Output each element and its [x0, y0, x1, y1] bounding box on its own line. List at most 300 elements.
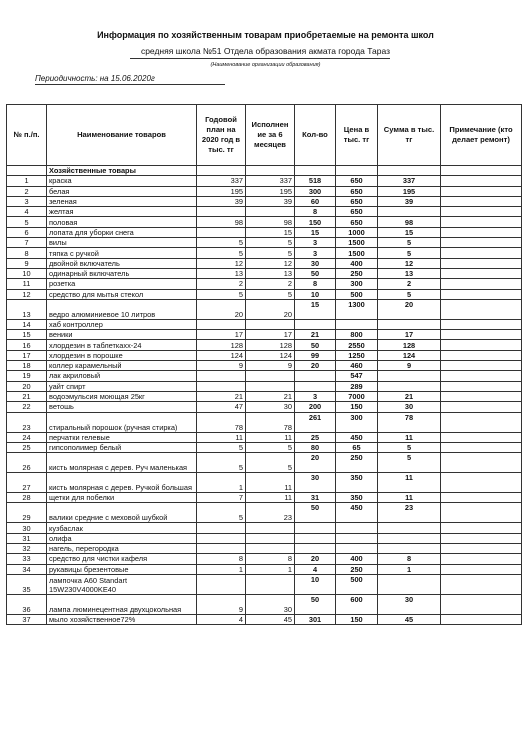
cell-number: 20	[7, 381, 47, 391]
cell-qty: 50	[295, 503, 336, 523]
cell-note	[441, 371, 522, 381]
cell-note	[441, 299, 522, 319]
cell-price: 250	[336, 564, 378, 574]
cell-number: 10	[7, 268, 47, 278]
cell-note	[441, 544, 522, 554]
cell-number: 35	[7, 574, 47, 594]
cell-number: 17	[7, 350, 47, 360]
cell-exec	[246, 574, 295, 594]
cell-exec: 12	[246, 258, 295, 268]
cell-qty: 301	[295, 614, 336, 624]
cell-note	[441, 614, 522, 624]
cell-number: 5	[7, 217, 47, 227]
cell-name: перчатки гелевые	[47, 432, 197, 442]
cell-price: 400	[336, 554, 378, 564]
cell-sum	[378, 207, 441, 217]
table-row	[7, 258, 522, 268]
cell-exec: 21	[246, 391, 295, 401]
cell-note	[441, 340, 522, 350]
cell-qty: 21	[295, 330, 336, 340]
divider	[130, 58, 390, 59]
cell-plan: 128	[197, 340, 246, 350]
cell-note	[441, 207, 522, 217]
col-header-exec: Исполнен ие за 6 месяцев	[246, 105, 295, 166]
cell-exec: 98	[246, 217, 295, 227]
cell-name: щетки для побелки	[47, 493, 197, 503]
col-header-plan: Годовой план на 2020 год в тыс. тг	[197, 105, 246, 166]
cell-sum: 124	[378, 350, 441, 360]
cell-sum: 9	[378, 361, 441, 371]
section-cell-empty	[246, 166, 295, 176]
cell-name: кузбаслак	[47, 523, 197, 533]
cell-plan: 124	[197, 350, 246, 360]
cell-number: 4	[7, 207, 47, 217]
cell-price: 600	[336, 594, 378, 614]
cell-qty	[295, 371, 336, 381]
cell-price: 650	[336, 176, 378, 186]
cell-qty: 261	[295, 412, 336, 432]
cell-note	[441, 402, 522, 412]
cell-qty: 8	[295, 207, 336, 217]
cell-number: 32	[7, 544, 47, 554]
cell-exec: 11	[246, 432, 295, 442]
cell-note	[441, 442, 522, 452]
cell-plan: 5	[197, 238, 246, 248]
cell-sum: 12	[378, 258, 441, 268]
cell-price: 250	[336, 453, 378, 473]
col-header-note: Примечание (кто делает ремонт)	[441, 105, 522, 166]
cell-price: 650	[336, 186, 378, 196]
cell-sum: 98	[378, 217, 441, 227]
col-header-number: № п./п.	[7, 105, 47, 166]
cell-name: средство для мытья стекол	[47, 289, 197, 299]
cell-note	[441, 176, 522, 186]
cell-sum	[378, 574, 441, 594]
cell-qty: 30	[295, 258, 336, 268]
cell-qty	[295, 381, 336, 391]
cell-exec: 8	[246, 554, 295, 564]
cell-exec: 5	[246, 248, 295, 258]
cell-plan: 4	[197, 614, 246, 624]
cell-price: 547	[336, 371, 378, 381]
table-row	[7, 594, 522, 614]
cell-number: 8	[7, 248, 47, 258]
cell-number: 16	[7, 340, 47, 350]
cell-note	[441, 319, 522, 329]
cell-name: ведро алюминиевое 10 литров	[47, 299, 197, 319]
cell-exec: 11	[246, 493, 295, 503]
table-row	[7, 217, 522, 227]
cell-exec	[246, 319, 295, 329]
cell-name: водоэмульсия моющая 25кг	[47, 391, 197, 401]
cell-exec: 337	[246, 176, 295, 186]
cell-note	[441, 330, 522, 340]
cell-plan	[197, 544, 246, 554]
cell-name: розетка	[47, 279, 197, 289]
cell-exec: 30	[246, 594, 295, 614]
cell-qty: 3	[295, 238, 336, 248]
col-header-qty: Кол-во	[295, 105, 336, 166]
cell-note	[441, 493, 522, 503]
table-row	[7, 268, 522, 278]
cell-exec: 1	[246, 564, 295, 574]
cell-note	[441, 453, 522, 473]
cell-qty: 80	[295, 442, 336, 452]
cell-qty: 99	[295, 350, 336, 360]
cell-plan: 47	[197, 402, 246, 412]
cell-note	[441, 594, 522, 614]
table-header-row	[7, 105, 522, 166]
cell-name: вилы	[47, 238, 197, 248]
table-row	[7, 238, 522, 248]
cell-number: 2	[7, 186, 47, 196]
cell-note	[441, 503, 522, 523]
cell-qty: 8	[295, 279, 336, 289]
cell-price: 400	[336, 258, 378, 268]
cell-note	[441, 217, 522, 227]
cell-sum: 5	[378, 248, 441, 258]
cell-plan: 5	[197, 289, 246, 299]
cell-qty	[295, 319, 336, 329]
cell-sum: 11	[378, 432, 441, 442]
cell-plan	[197, 523, 246, 533]
cell-price: 650	[336, 207, 378, 217]
cell-name: тяпка с ручкой	[47, 248, 197, 258]
section-cell-empty	[378, 166, 441, 176]
cell-plan: 78	[197, 412, 246, 432]
cell-name: желтая	[47, 207, 197, 217]
cell-qty	[295, 544, 336, 554]
cell-exec	[246, 544, 295, 554]
cell-plan: 2	[197, 279, 246, 289]
cell-qty: 50	[295, 340, 336, 350]
cell-name: двойной включатель	[47, 258, 197, 268]
table-row	[7, 432, 522, 442]
org-note: (Наименование организации образования)	[210, 62, 321, 68]
table-row	[7, 473, 522, 493]
table-row	[7, 381, 522, 391]
cell-exec: 39	[246, 196, 295, 206]
cell-note	[441, 227, 522, 237]
cell-exec: 30	[246, 402, 295, 412]
cell-sum: 30	[378, 402, 441, 412]
cell-price: 500	[336, 574, 378, 594]
cell-name: веники	[47, 330, 197, 340]
cell-qty: 10	[295, 574, 336, 594]
cell-name: половая	[47, 217, 197, 227]
cell-price: 1250	[336, 350, 378, 360]
cell-plan: 11	[197, 432, 246, 442]
table-row	[7, 371, 522, 381]
cell-qty: 15	[295, 299, 336, 319]
cell-plan: 5	[197, 442, 246, 452]
cell-price: 1500	[336, 248, 378, 258]
cell-qty: 3	[295, 391, 336, 401]
cell-name: уайт спирт	[47, 381, 197, 391]
cell-number: 33	[7, 554, 47, 564]
cell-plan: 195	[197, 186, 246, 196]
cell-price: 1300	[336, 299, 378, 319]
goods-table	[6, 104, 522, 625]
divider	[35, 84, 225, 85]
cell-plan: 17	[197, 330, 246, 340]
section-cell-empty	[197, 166, 246, 176]
cell-exec: 20	[246, 299, 295, 319]
cell-note	[441, 258, 522, 268]
cell-plan: 98	[197, 217, 246, 227]
cell-name: кисть молярная с дерев. Руч маленькая	[47, 453, 197, 473]
cell-qty: 25	[295, 432, 336, 442]
cell-name: нагель, перегородка	[47, 544, 197, 554]
cell-price: 65	[336, 442, 378, 452]
table-row	[7, 554, 522, 564]
cell-number: 14	[7, 319, 47, 329]
section-cell-empty	[295, 166, 336, 176]
cell-price: 150	[336, 402, 378, 412]
table-row	[7, 544, 522, 554]
cell-note	[441, 361, 522, 371]
cell-price	[336, 544, 378, 554]
cell-price: 150	[336, 614, 378, 624]
col-header-price: Цена в тыс. тг	[336, 105, 378, 166]
cell-plan: 13	[197, 268, 246, 278]
cell-plan	[197, 533, 246, 543]
cell-sum: 15	[378, 227, 441, 237]
cell-number: 26	[7, 453, 47, 473]
cell-name: валики средние с меховой шубкой	[47, 503, 197, 523]
table-row	[7, 176, 522, 186]
cell-plan	[197, 574, 246, 594]
period-label: Периодичность: на 15.06.2020г	[35, 74, 155, 83]
cell-plan: 5	[197, 503, 246, 523]
cell-plan: 337	[197, 176, 246, 186]
cell-plan: 5	[197, 453, 246, 473]
cell-number: 25	[7, 442, 47, 452]
cell-number: 18	[7, 361, 47, 371]
cell-sum: 1	[378, 564, 441, 574]
cell-sum: 20	[378, 299, 441, 319]
cell-exec	[246, 207, 295, 217]
cell-note	[441, 186, 522, 196]
cell-qty: 10	[295, 289, 336, 299]
cell-exec: 5	[246, 442, 295, 452]
cell-sum: 21	[378, 391, 441, 401]
table-row	[7, 564, 522, 574]
cell-note	[441, 412, 522, 432]
table-row	[7, 196, 522, 206]
cell-sum: 5	[378, 442, 441, 452]
cell-note	[441, 564, 522, 574]
cell-number: 11	[7, 279, 47, 289]
cell-price	[336, 533, 378, 543]
cell-qty: 31	[295, 493, 336, 503]
cell-sum: 337	[378, 176, 441, 186]
cell-exec	[246, 533, 295, 543]
cell-sum: 30	[378, 594, 441, 614]
table-row	[7, 361, 522, 371]
cell-price: 500	[336, 289, 378, 299]
cell-plan: 39	[197, 196, 246, 206]
table-row	[7, 614, 522, 624]
cell-number: 15	[7, 330, 47, 340]
section-title: Хозяйственные товары	[47, 166, 197, 176]
cell-name: одинарный включатель	[47, 268, 197, 278]
cell-plan	[197, 207, 246, 217]
cell-qty: 20	[295, 453, 336, 473]
cell-name: лак акриловый	[47, 371, 197, 381]
cell-sum: 5	[378, 289, 441, 299]
cell-name: белая	[47, 186, 197, 196]
cell-exec: 2	[246, 279, 295, 289]
cell-price: 289	[336, 381, 378, 391]
cell-note	[441, 391, 522, 401]
cell-name: кисть молярная с дерев. Ручкой большая	[47, 473, 197, 493]
cell-price: 650	[336, 196, 378, 206]
table-row	[7, 402, 522, 412]
cell-name: хлордезин в порошке	[47, 350, 197, 360]
cell-plan	[197, 381, 246, 391]
cell-exec: 11	[246, 473, 295, 493]
cell-sum: 11	[378, 493, 441, 503]
table-row	[7, 453, 522, 473]
section-row	[7, 166, 522, 176]
cell-exec	[246, 371, 295, 381]
cell-plan: 9	[197, 361, 246, 371]
section-cell-empty	[441, 166, 522, 176]
cell-price: 800	[336, 330, 378, 340]
cell-qty: 150	[295, 217, 336, 227]
school-name: средняя школа №51 Отдела образования акмата города Тараз	[140, 46, 391, 56]
cell-note	[441, 473, 522, 493]
cell-qty	[295, 523, 336, 533]
table-row	[7, 227, 522, 237]
cell-number: 12	[7, 289, 47, 299]
cell-qty: 518	[295, 176, 336, 186]
cell-exec: 15	[246, 227, 295, 237]
cell-sum: 5	[378, 453, 441, 473]
cell-qty: 3	[295, 248, 336, 258]
cell-name: хаб контроллер	[47, 319, 197, 329]
cell-name: краска	[47, 176, 197, 186]
cell-sum: 8	[378, 554, 441, 564]
cell-exec: 5	[246, 238, 295, 248]
cell-number: 7	[7, 238, 47, 248]
cell-sum: 13	[378, 268, 441, 278]
cell-note	[441, 381, 522, 391]
cell-qty: 60	[295, 196, 336, 206]
cell-exec: 9	[246, 361, 295, 371]
cell-price: 1000	[336, 227, 378, 237]
cell-note	[441, 350, 522, 360]
cell-name: коллер карамельный	[47, 361, 197, 371]
section-cell-empty	[7, 166, 47, 176]
cell-exec: 128	[246, 340, 295, 350]
cell-note	[441, 248, 522, 258]
table-row	[7, 330, 522, 340]
cell-number: 19	[7, 371, 47, 381]
table-row	[7, 391, 522, 401]
cell-number: 37	[7, 614, 47, 624]
cell-note	[441, 523, 522, 533]
cell-note	[441, 574, 522, 594]
cell-name: зеленая	[47, 196, 197, 206]
cell-price: 350	[336, 493, 378, 503]
cell-number: 3	[7, 196, 47, 206]
cell-note	[441, 432, 522, 442]
cell-name: рукавицы брезентовые	[47, 564, 197, 574]
cell-sum	[378, 544, 441, 554]
table-row	[7, 340, 522, 350]
cell-sum	[378, 533, 441, 543]
cell-price: 650	[336, 217, 378, 227]
cell-note	[441, 554, 522, 564]
cell-name: мыло хозяйственное72%	[47, 614, 197, 624]
table-row	[7, 442, 522, 452]
cell-price: 2550	[336, 340, 378, 350]
document-title: Информация по хозяйственным товарам приобретаемые на ремонта школ	[97, 30, 434, 40]
table-row	[7, 574, 522, 594]
cell-sum	[378, 319, 441, 329]
cell-number: 31	[7, 533, 47, 543]
cell-plan: 7	[197, 493, 246, 503]
cell-price: 350	[336, 473, 378, 493]
cell-name: лампа люминецентная двухцокольная	[47, 594, 197, 614]
cell-number: 9	[7, 258, 47, 268]
cell-price: 460	[336, 361, 378, 371]
table-row	[7, 523, 522, 533]
cell-price: 7000	[336, 391, 378, 401]
cell-price: 450	[336, 432, 378, 442]
cell-number: 22	[7, 402, 47, 412]
cell-note	[441, 289, 522, 299]
cell-exec: 78	[246, 412, 295, 432]
cell-plan: 8	[197, 554, 246, 564]
cell-price: 1500	[336, 238, 378, 248]
cell-price: 300	[336, 279, 378, 289]
cell-exec: 195	[246, 186, 295, 196]
section-cell-empty	[336, 166, 378, 176]
cell-name: стиральный порошок (ручная стирка)	[47, 412, 197, 432]
cell-plan: 5	[197, 248, 246, 258]
cell-sum	[378, 381, 441, 391]
cell-note	[441, 238, 522, 248]
cell-qty: 15	[295, 227, 336, 237]
cell-note	[441, 279, 522, 289]
cell-number: 36	[7, 594, 47, 614]
cell-plan	[197, 319, 246, 329]
cell-exec: 124	[246, 350, 295, 360]
cell-qty: 300	[295, 186, 336, 196]
table-row	[7, 350, 522, 360]
cell-sum: 2	[378, 279, 441, 289]
cell-sum: 128	[378, 340, 441, 350]
cell-sum: 17	[378, 330, 441, 340]
cell-plan: 21	[197, 391, 246, 401]
cell-number: 6	[7, 227, 47, 237]
cell-sum: 195	[378, 186, 441, 196]
cell-exec: 23	[246, 503, 295, 523]
cell-name: ветошь	[47, 402, 197, 412]
col-header-name: Наименование товаров	[47, 105, 197, 166]
cell-qty: 50	[295, 594, 336, 614]
cell-name: лампочка А60 Standart 15W230V4000KE40	[47, 574, 197, 594]
cell-note	[441, 268, 522, 278]
cell-name: средство для чистки кафеля	[47, 554, 197, 564]
cell-name: гипсополимер белый	[47, 442, 197, 452]
cell-sum: 23	[378, 503, 441, 523]
cell-name: олифа	[47, 533, 197, 543]
cell-note	[441, 533, 522, 543]
